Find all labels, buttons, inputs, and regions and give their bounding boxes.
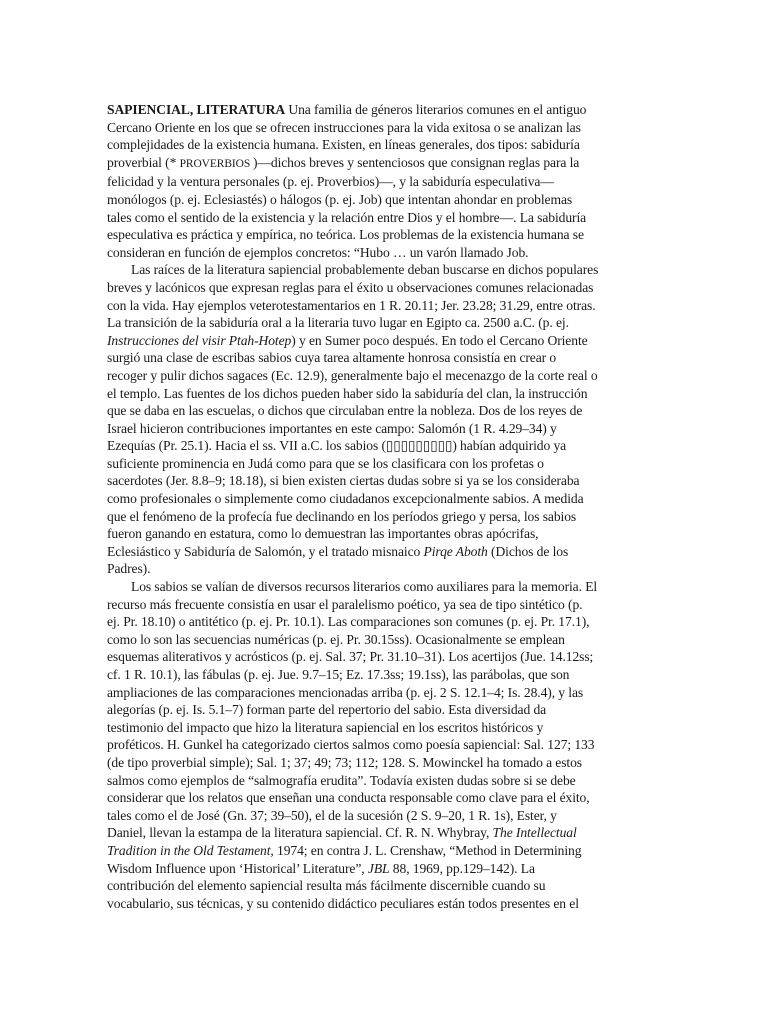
text-line: que el fenómeno de la profecía fue declinando en los períodos griego y persa, los sabios (107, 508, 577, 524)
text-line: el templo. Las fuentes de los dichos pueden haber sido la sabiduría del clan, la instrucción (107, 385, 588, 401)
text-line: testimonio del impacto que hizo la literatura sapiencial en los escritos históricos y (107, 719, 544, 735)
text-line: que se daba en las escuelas, o dichos que circulaban entre la nobleza. Dos de los reyes de (107, 403, 583, 419)
text-line: SAPIENCIAL, LITERATURA Una familia de géneros literarios comunes en el antiguo (107, 102, 587, 117)
italic-text: The Intellectual (492, 825, 577, 841)
text-line: felicidad y la ventura personales (p. ej. Proverbios)—, y la sabiduría especulativa— (107, 174, 554, 190)
text-line: esquemas aliterativos y acrósticos (p. ej. Sal. 37; Pr. 31.10–31). Los acertijos (Jue. 14.12ss; (107, 649, 594, 665)
text-line: fueron ganando en estatura, como lo demuestran las importantes obras apócrifas, (107, 526, 539, 542)
text-line: ampliaciones de las comparaciones mencionadas arriba (p. ej. 2 S. 12.1–4; Is. 28.4), y las (107, 684, 584, 700)
text-line: proverbial (* PROVERBIOS )—dichos breves y sentenciosos que consignan reglas para la (107, 154, 580, 170)
text-line: complejidades de la existencia humana. Existen, en líneas generales, dos tipos: sabiduría (107, 137, 580, 153)
text-line: vocabulario, sus técnicas, y su contenido didáctico peculiares están todos presentes en el (107, 895, 579, 911)
text-line: considerar que los relatos que enseñan una conducta responsable como clave para el éxito, (107, 790, 590, 806)
text-line: salmos como ejemplos de “salmografía erudita”. Todavía existen dudas sobre si se debe (107, 772, 576, 788)
text-line: alegorías (p. ej. Is. 5.1–7) forman parte del repertorio del sabio. Esta diversidad da (107, 702, 547, 718)
text-line: Padres). (107, 561, 151, 577)
small-caps-reference: PROVERBIOS (179, 157, 253, 170)
italic-text: JBL (367, 860, 390, 876)
text-line: especulativa es práctica y empírica, no teórica. Los problemas de la existencia humana se (107, 227, 584, 243)
paragraph-literary-devices (107, 578, 663, 912)
text-line: Tradition in the Old Testament, 1974; en contra J. L. Crenshaw, “Method in Determining (107, 842, 582, 858)
text-line: breves y lacónicos que expresan reglas para el éxito u observaciones comunes relacionadas (107, 279, 594, 295)
paragraph-definition (107, 101, 663, 261)
text-line: Cercano Oriente en los que se ofrecen instrucciones para la vida exitosa o se analizan las (107, 119, 581, 135)
text-line: como lo son las secuencias numéricas (p. ej. Pr. 30.15ss). Ocasionalmente se emplean (107, 631, 565, 647)
text-line: tales como el sentido de la existencia y la relación entre Dios y el hombre—. La sabiduría (107, 209, 587, 225)
text-line: recoger y pulir dichos sagaces (Ec. 12.9), generalmente bajo el mecenazgo de la corte real o (107, 367, 598, 383)
text-line: como profesionales o simplemente como ciudadanos excepcionalmente sabios. A medida (107, 491, 584, 507)
italic-text: Pirqe Aboth (423, 543, 488, 559)
text-line: surgió una clase de escribas sabios cuya tarea altamente honrosa consistía en crear o (107, 350, 557, 366)
text-line: Eclesiástico y Sabiduría de Salomón, y el tratado misnaico Pirqe Aboth (Dichos de los (107, 543, 569, 559)
text-line: suficiente prominencia en Judá como para que se los clasificara con los profetas o (107, 455, 544, 471)
text-line: tales como el de José (Gn. 37; 39–50), el de la sucesión (2 S. 9–20, 1 R. 1s), Ester, y (107, 807, 557, 823)
text-line: (de tipo proverbial simple); Sal. 1; 37; 49; 73; 112; 128. S. Mowinckel ha tomado a estos (107, 754, 582, 770)
italic-text: Instrucciones del visir Ptah-Hotep (107, 332, 292, 348)
text-line: Los sabios se valían de diversos recursos literarios como auxiliares para la memoria. El (131, 579, 598, 595)
text-line: Ezequías (Pr. 25.1). Hacia el ss. VII a.C. los sabios (▯▯▯▯▯▯▯▯▯) habían adquirido ya (107, 438, 567, 454)
text-line: La transición de la sabiduría oral a la literaria tuvo lugar en Egipto ca. 2500 a.C. (p. ej. (107, 315, 569, 331)
dictionary-entry (107, 101, 663, 912)
text-line: proféticos. H. Gunkel ha categorizado ciertos salmos como poesía sapiencial: Sal. 127; 133 (107, 737, 595, 753)
italic-text: Tradition in the Old Testament (107, 842, 271, 858)
text-line: consideran en función de ejemplos concretos: “Hubo … un varón llamado Job. (107, 244, 529, 260)
text-line: Instrucciones del visir Ptah-Hotep) y en Sumer poco después. En todo el Cercano Oriente (107, 332, 588, 348)
text-line: sacerdotes (Jer. 8.8–9; 18.18), si bien existen ciertas dudas sobre si ya se los consideraba (107, 473, 580, 489)
text-line: Israel hicieron contribuciones importantes en este campo: Salomón (1 R. 4.29–34) y (107, 420, 557, 436)
entry-title: SAPIENCIAL, LITERATURA (107, 102, 286, 117)
text-line: monólogos (p. ej. Eclesiastés) o hálogos (p. ej. Job) que intentan ahondar en problemas (107, 191, 573, 207)
text-line: Daniel, llevan la estampa de la literatura sapiencial. Cf. R. N. Whybray, The Intellectual (107, 825, 577, 841)
text-line: Wisdom Influence upon ‘Historical’ Literature”, JBL 88, 1969, pp.129–142). La (107, 860, 535, 876)
text-line: recurso más frecuente consistía en usar el paralelismo poético, ya sea de tipo sintético (p. (107, 596, 583, 612)
text-line: ej. Pr. 18.10) o antitético (p. ej. Pr. 10.1). Las comparaciones son comunes (p. ej. Pr. 17.1), (107, 614, 590, 630)
paragraph-origins (107, 261, 663, 578)
text-line: con la vida. Hay ejemplos veterotestamentarios en 1 R. 20.11; Jer. 23.28; 31.29, entre otras. (107, 297, 596, 313)
text-line: contribución del elemento sapiencial resulta más fácilmente discernible cuando su (107, 878, 546, 894)
text-line: Las raíces de la literatura sapiencial probablemente deban buscarse en dichos populares (131, 262, 599, 278)
text-line: cf. 1 R. 10.1), las fábulas (p. ej. Jue. 9.7–15; Ez. 17.3ss; 19.1ss), las parábolas, que son (107, 667, 570, 682)
